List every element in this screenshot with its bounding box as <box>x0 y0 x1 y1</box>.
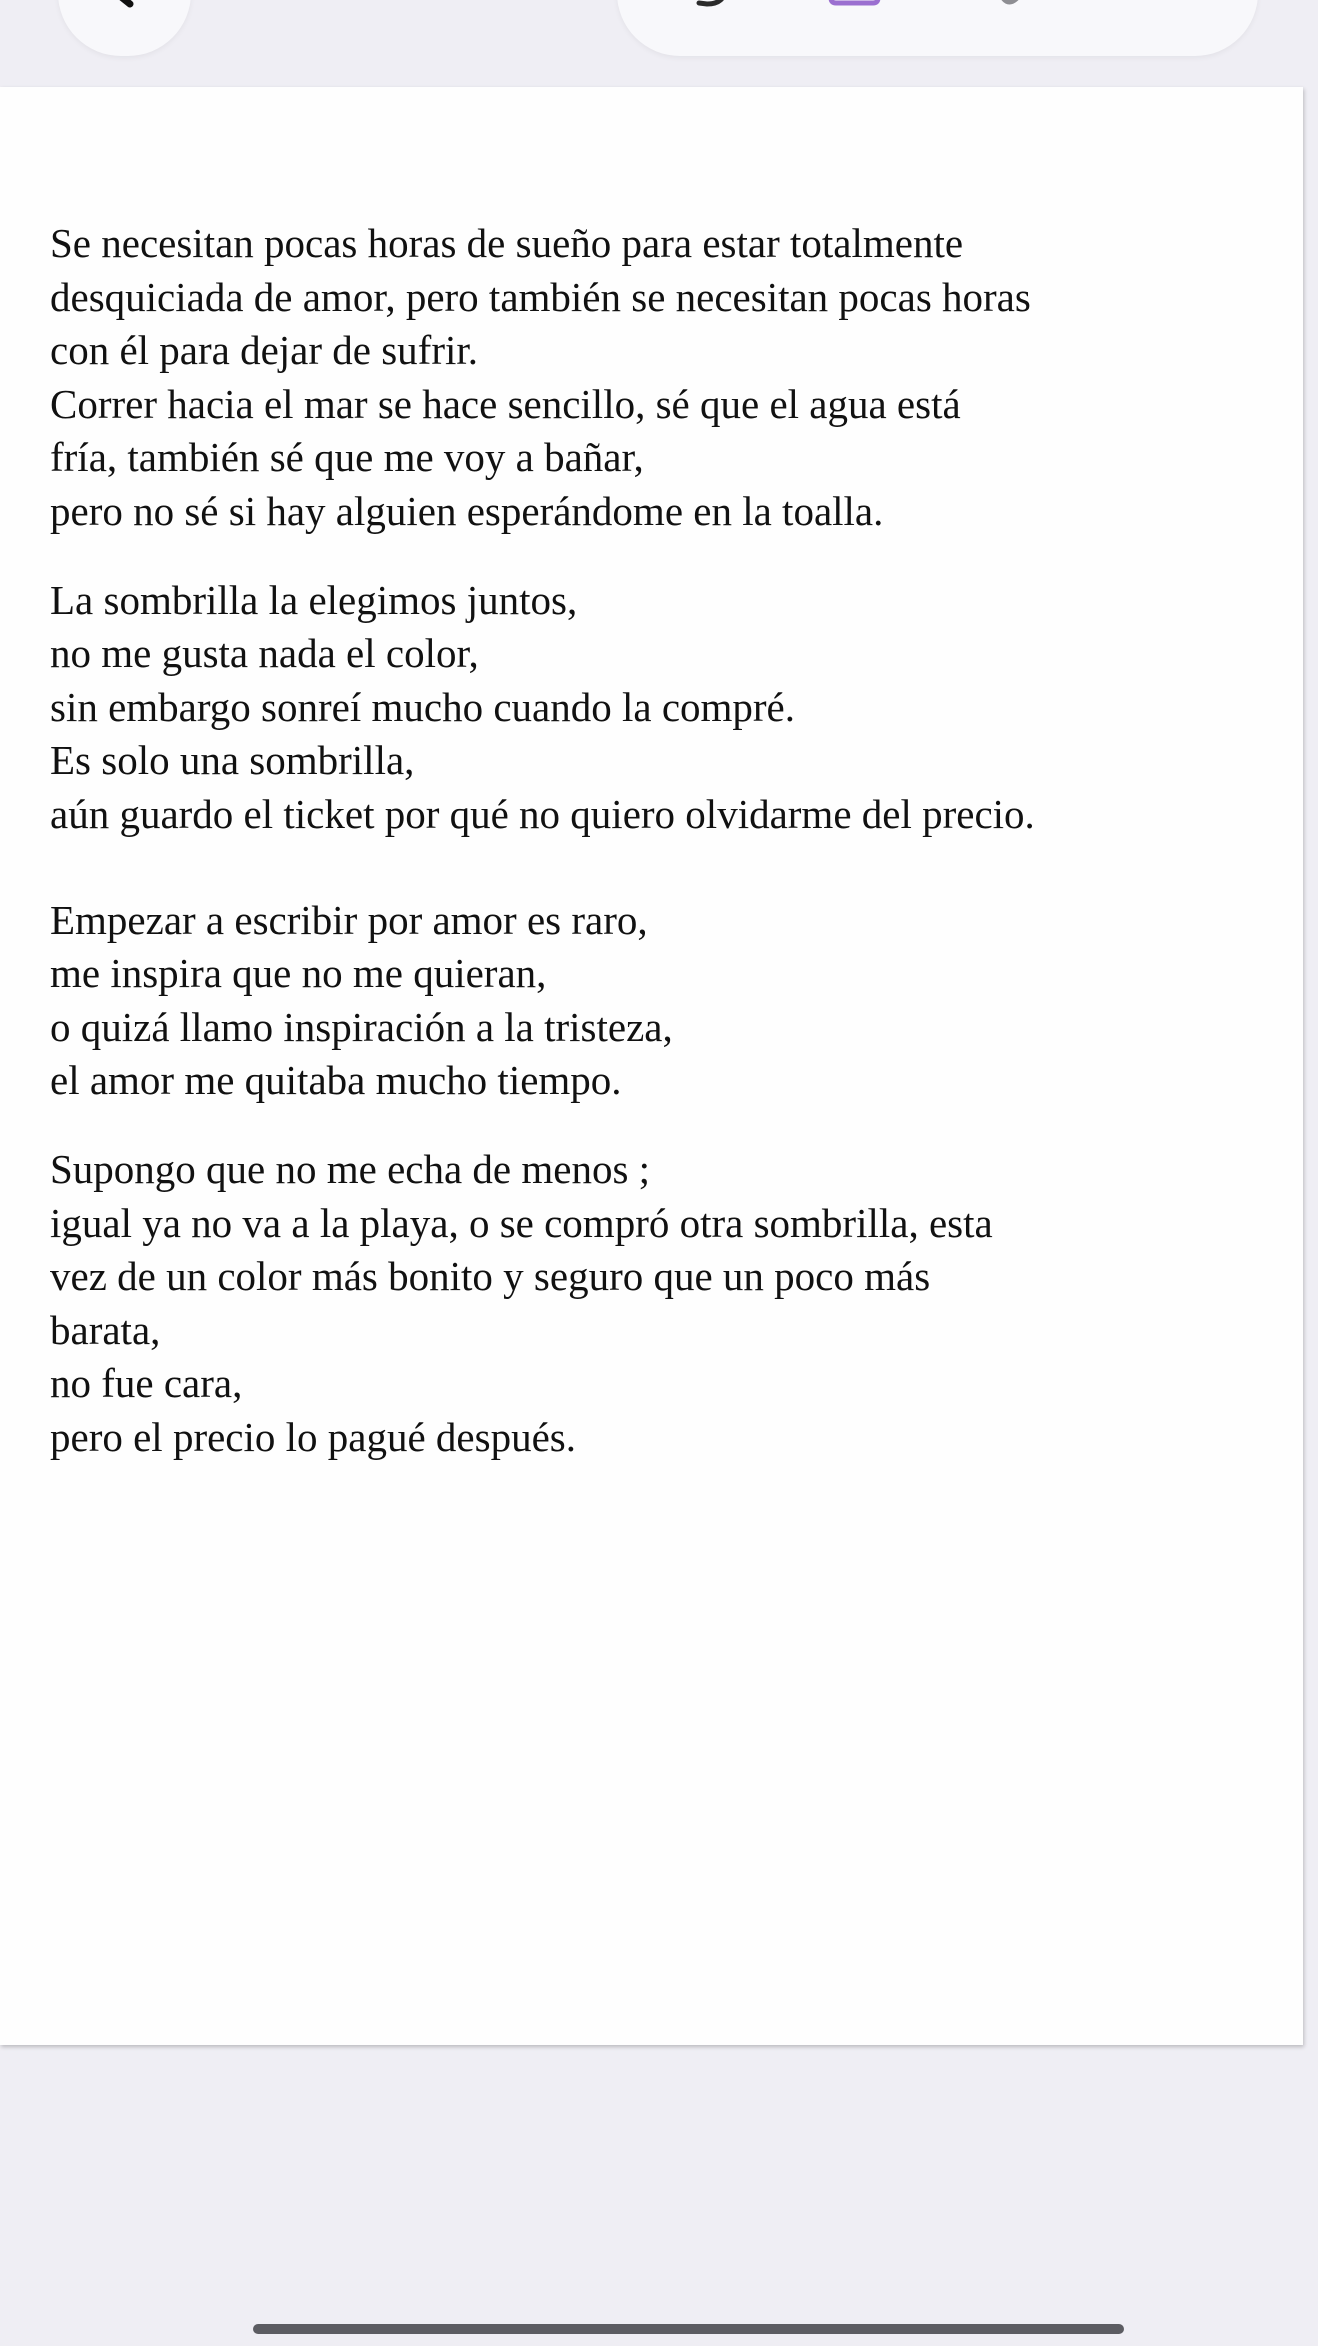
text-line: con él para dejar de sufrir. <box>50 327 479 374</box>
text-line: me inspira que no me quieran, <box>50 950 547 997</box>
stanza-2 <box>50 574 1270 842</box>
text-line: barata, <box>50 1306 161 1353</box>
text-line: aún guardo el ticket por qué no quiero olvidarme del precio. <box>50 790 1035 837</box>
text-line: vez de un color más bonito y seguro que un poco más <box>50 1253 931 1300</box>
text-line: Empezar a escribir por amor es raro, <box>50 896 648 943</box>
chevron-left-icon <box>98 0 158 28</box>
text-line: desquiciada de amor, pero también se necesitan pocas horas <box>50 273 1031 320</box>
undo-icon[interactable] <box>677 0 747 28</box>
stanza-spacer <box>50 1108 1270 1143</box>
text-line: no fue cara, <box>50 1360 243 1407</box>
text-line: no me gusta nada el color, <box>50 630 479 677</box>
text-line: La sombrilla la elegimos juntos, <box>50 576 578 623</box>
home-indicator[interactable] <box>253 2324 1124 2334</box>
text-line: pero no sé si hay alguien esperándome en la toalla. <box>50 487 884 534</box>
back-button[interactable] <box>58 0 191 56</box>
text-line: Supongo que no me echa de menos ; <box>50 1145 651 1192</box>
stanza-spacer <box>50 539 1270 574</box>
text-line: pero el precio lo pagué después. <box>50 1413 576 1460</box>
toolbar <box>617 0 1258 56</box>
text-line: el amor me quitaba mucho tiempo. <box>50 1057 622 1104</box>
text-line: igual ya no va a la playa, o se compró otra sombrilla, esta <box>50 1199 993 1246</box>
page-icon[interactable] <box>823 0 893 28</box>
stanza-3 <box>50 894 1270 1108</box>
text-line: sin embargo sonreí mucho cuando la compré. <box>50 683 796 730</box>
text-line: Se necesitan pocas horas de sueño para estar totalmente <box>50 220 964 266</box>
stanza-spacer <box>50 842 1270 894</box>
stanza-1 <box>50 217 1270 539</box>
brush-icon[interactable] <box>983 0 1063 28</box>
text-line: Correr hacia el mar se hace sencillo, sé que el agua está <box>50 380 961 427</box>
stanza-4 <box>50 1143 1270 1465</box>
document-text[interactable] <box>50 217 1270 1464</box>
text-line: Es solo una sombrilla, <box>50 737 415 784</box>
text-line: o quizá llamo inspiración a la tristeza, <box>50 1003 673 1050</box>
text-line: fría, también sé que me voy a bañar, <box>50 434 644 481</box>
document-page[interactable] <box>0 87 1303 2045</box>
